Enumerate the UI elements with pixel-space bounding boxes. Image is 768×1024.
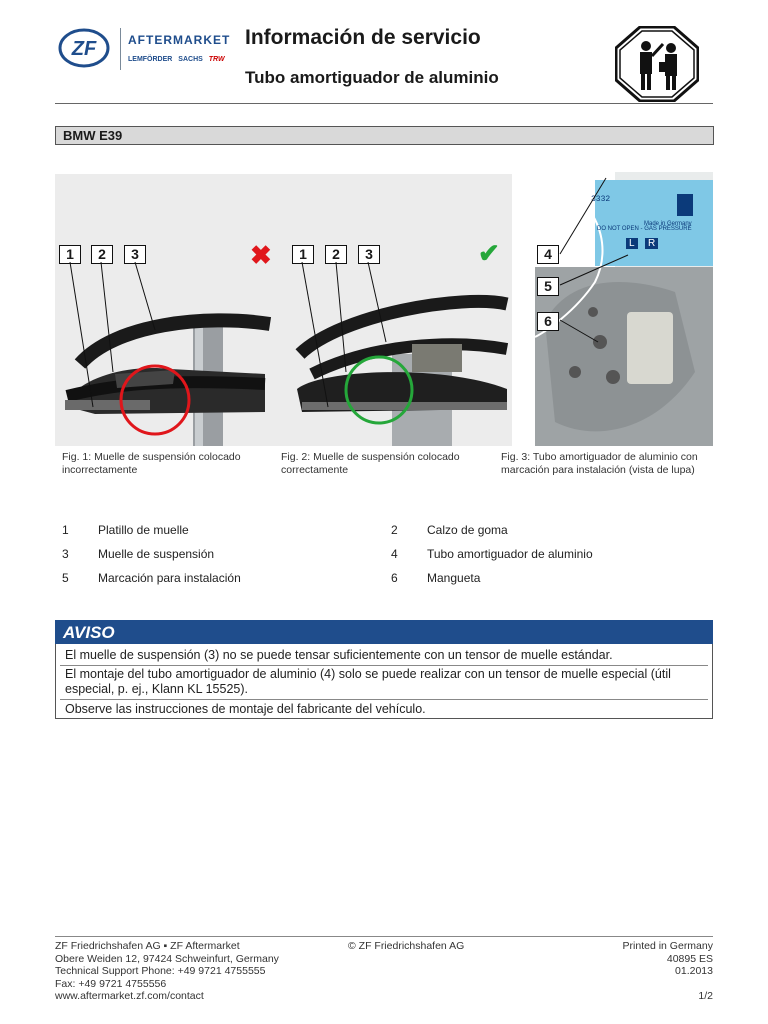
legend-text: Calzo de goma [427,523,508,537]
check-icon: ✔ [478,238,500,268]
legend-text: Mangueta [427,571,481,585]
notice-title: AVISO [63,623,115,642]
footer-copyright: © ZF Friedrichshafen AG [348,940,465,952]
footer-phone: Technical Support Phone: +49 9721 4755555 [55,965,266,977]
brand-sachs: SACHS [178,56,203,63]
figure-2-caption: Fig. 2: Muelle de suspensión colocado correctamente [281,451,460,476]
fig2-leader-lines [282,262,512,412]
header-separator [120,28,121,70]
footer-contact-link[interactable]: www.aftermarket.zf.com/contact [55,990,204,1002]
label-3: 3 [358,245,380,264]
cross-icon: ✖ [250,240,272,270]
notice-header [55,620,713,644]
brand-lemforder: LEMFÖRDER [128,56,173,63]
sticker-text-1: 3332 [591,195,611,204]
label-3: 3 [124,245,146,264]
figure-1-caption: Fig. 1: Muelle de suspensión colocado incorrectamente [62,451,241,476]
legend-text: Muelle de suspensión [98,547,215,561]
fig3-leader-lines [558,170,713,370]
footer-company: ZF Friedrichshafen AG ▪ ZF Aftermarket [55,940,240,952]
sticker-r: R [645,238,658,249]
notice-line: El muelle de suspensión (3) no se puede tensar suficientemente con un tensor de muelle estándar. [65,648,613,662]
notice-line: Observe las instrucciones de montaje del fabricante del vehículo. [65,702,426,716]
label-6: 6 [537,312,559,331]
footer-left [55,940,279,1003]
legend-text: Marcación para instalación [98,571,241,585]
sticker-l: L [626,238,638,249]
sticker-text-3: Made in Germany [644,221,692,227]
sticker-text-2: DO NOT OPEN - GAS PRESSURE [597,226,692,232]
legend-text: Tubo amortiguador de aluminio [427,547,593,561]
label-4: 4 [537,245,559,264]
brand-row [128,56,225,63]
footer-doc-number: 40895 ES [666,952,713,965]
legend-text: Platillo de muelle [98,523,189,537]
legend-num: 1 [62,523,69,537]
vehicle-label: BMW E39 [63,128,123,143]
notice-divider [60,665,708,666]
label-2: 2 [91,245,113,264]
notice-divider [60,699,708,700]
legend-num: 5 [62,571,69,585]
legend-num: 4 [391,547,398,561]
label-2: 2 [325,245,347,264]
label-1: 1 [59,245,81,264]
svg-text:ZF: ZF [71,38,97,60]
label-1: 1 [292,245,314,264]
page-title: Información de servicio [245,26,481,49]
notice-line: El montaje del tubo amortiguador de aluminio (4) solo se puede realizar con un tensor de muelle especial (útil especial, p. ej., Klann KL 15525). [65,667,671,696]
footer-right [560,940,713,1003]
figure-3-caption: Fig. 3: Tubo amortiguador de aluminio con marcación para instalación (vista de lupa) [501,451,698,476]
aftermarket-label: AFTERMARKET [128,33,231,47]
label-5: 5 [537,277,559,296]
fig1-leader-lines [55,262,285,412]
legend-num: 6 [391,571,398,585]
footer-printed: Printed in Germany [622,940,713,952]
vehicle-bar [55,126,714,145]
workshop-technician-octagon-icon [615,26,699,102]
legend-num: 2 [391,523,398,537]
page-subtitle: Tubo amortiguador de aluminio [245,68,499,87]
brand-trw: TRW [208,56,225,63]
footer-divider [55,936,713,937]
footer-address: Obere Weiden 12, 97424 Schweinfurt, Germany [55,952,279,965]
footer-date: 01.2013 [675,965,713,977]
footer-fax: Fax: +49 9721 4755556 [55,977,167,990]
footer-spacer [560,978,713,991]
zf-logo [58,28,110,68]
footer-page-number: 1/2 [698,990,713,1002]
header-divider [55,103,713,104]
legend-num: 3 [62,547,69,561]
